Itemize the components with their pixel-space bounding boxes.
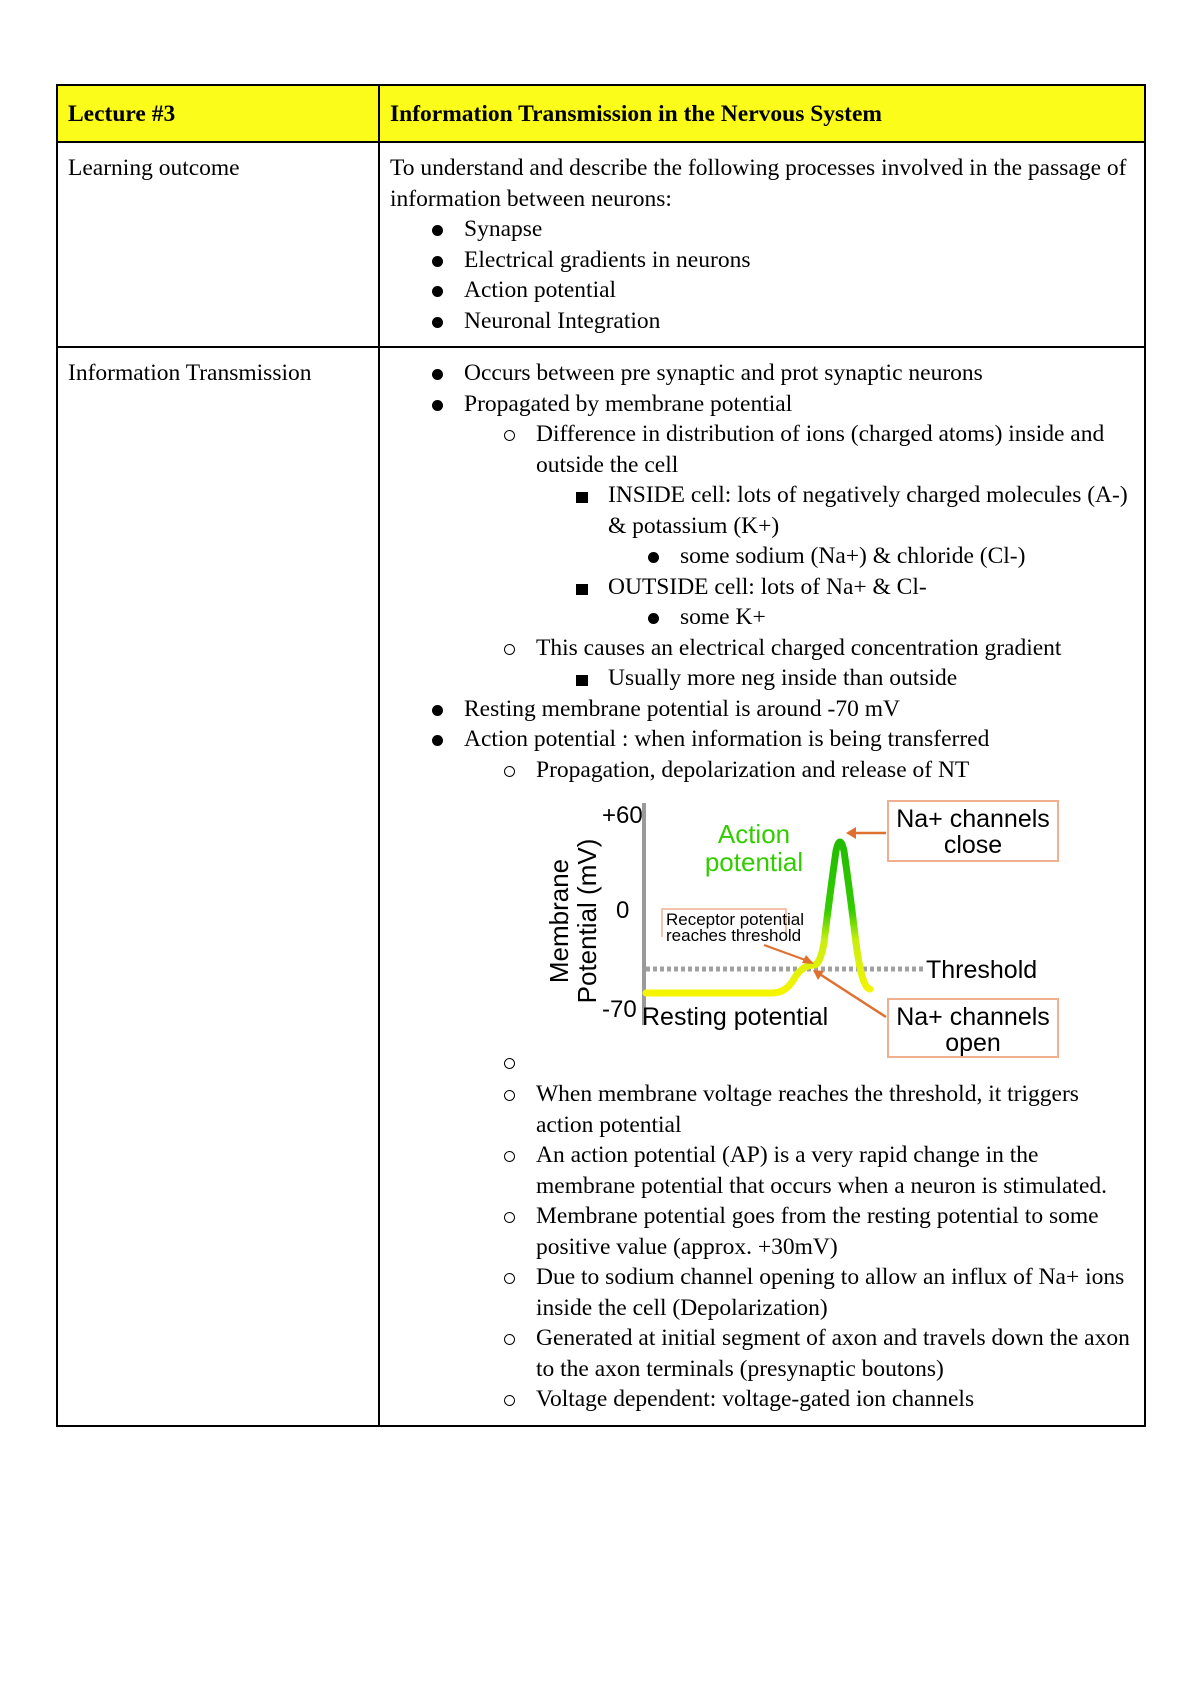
list-item: Resting membrane potential is around -70 mV xyxy=(390,694,1132,725)
square-bullet-icon xyxy=(576,675,588,686)
list-item: INSIDE cell: lots of negatively charged molecules (A-) & potassium (K+) xyxy=(390,480,1132,541)
list-item: Difference in distribution of ions (charged atoms) inside and outside the cell xyxy=(390,419,1132,480)
list-item: some K+ xyxy=(390,602,1132,633)
hollow-bullet-icon xyxy=(504,1273,515,1284)
information-transmission-row xyxy=(57,347,1145,1426)
bullet-icon xyxy=(432,286,443,297)
learning-outcome-label: Learning outcome xyxy=(57,142,379,347)
lecture-sheet xyxy=(56,84,1146,1427)
na-open-label-line1: Na+ channels xyxy=(896,1003,1050,1031)
threshold-label: Threshold xyxy=(926,956,1038,984)
receptor-arrow xyxy=(764,945,808,961)
lecture-title: Information Transmission in the Nervous System xyxy=(379,85,1145,142)
header-row xyxy=(57,85,1145,142)
hollow-bullet-icon xyxy=(504,1090,515,1101)
bullet-icon xyxy=(432,400,443,411)
list-item: Synapse xyxy=(390,214,1132,245)
list-item: Propagation, depolarization and release of NT xyxy=(390,755,1132,786)
action-label-line1: Action xyxy=(717,819,791,849)
na-close-label-line1: Na+ channels xyxy=(896,805,1050,833)
action-potential-figure xyxy=(390,785,1132,1079)
hollow-bullet-icon xyxy=(504,430,515,441)
lecture-number: Lecture #3 xyxy=(57,85,379,142)
information-transmission-content xyxy=(379,347,1145,1426)
hollow-bullet-icon xyxy=(504,1334,515,1345)
learning-outcome-intro: To understand and describe the following processes involved in the passage of information between neurons: xyxy=(390,155,1127,212)
na-close-label-line2: close xyxy=(943,831,1003,859)
bullet-icon xyxy=(432,369,443,380)
action-label-line2: potential xyxy=(704,847,804,877)
bullet-icon xyxy=(432,225,443,236)
learning-outcome-list xyxy=(390,214,1132,336)
bullet-icon xyxy=(432,705,443,716)
bullet-icon xyxy=(432,735,443,746)
na-open-label-line2: open xyxy=(945,1029,1001,1057)
list-item: Occurs between pre synaptic and prot synaptic neurons xyxy=(390,358,1132,389)
bullet-icon xyxy=(648,613,659,624)
resting-potential-label: Resting potential xyxy=(642,1003,829,1031)
y-axis-label-line1: Membrane xyxy=(544,858,574,984)
list-item: Generated at initial segment of axon and travels down the axon to the axon terminals (presynaptic boutons) xyxy=(390,1323,1132,1384)
learning-outcome-row xyxy=(57,142,1145,347)
list-item: Usually more neg inside than outside xyxy=(390,663,1132,694)
hollow-bullet-icon xyxy=(504,1212,515,1223)
information-transmission-label: Information Transmission xyxy=(57,347,379,1426)
receptor-label-line1: Receptor potential xyxy=(666,910,804,929)
square-bullet-icon xyxy=(576,492,588,503)
tick-label-low: -70 xyxy=(602,996,637,1023)
receptor-label-line2: reaches threshold xyxy=(666,926,802,945)
list-item: Propagated by membrane potential xyxy=(390,389,1132,420)
learning-outcome-content xyxy=(379,142,1145,347)
list-item: An action potential (AP) is a very rapid change in the membrane potential that occurs when a neuron is stimulated. xyxy=(390,1140,1132,1201)
list-item: Neuronal Integration xyxy=(390,306,1132,337)
receptor-arrowhead xyxy=(802,955,814,964)
list-item: Due to sodium channel opening to allow an influx of Na+ ions inside the cell (Depolarization) xyxy=(390,1262,1132,1323)
tick-label-zero: 0 xyxy=(616,897,630,924)
list-item: This causes an electrical charged concentration gradient xyxy=(390,633,1132,664)
bullet-icon xyxy=(648,552,659,563)
y-axis-label-line2: Potential (mV) xyxy=(572,838,602,1004)
list-item: some sodium (Na+) & chloride (Cl-) xyxy=(390,541,1132,572)
list-item: When membrane voltage reaches the threshold, it triggers action potential xyxy=(390,1079,1132,1140)
list-item: Action potential : when information is being transferred xyxy=(390,724,1132,755)
list-item: OUTSIDE cell: lots of Na+ & Cl- xyxy=(390,572,1132,603)
hollow-bullet-icon xyxy=(504,644,515,655)
bullet-icon xyxy=(432,256,443,267)
hollow-bullet-icon xyxy=(504,1395,515,1406)
na-close-arrowhead xyxy=(846,827,856,839)
hollow-bullet-icon xyxy=(504,1058,515,1069)
hollow-bullet-icon xyxy=(504,766,515,777)
list-item: Membrane potential goes from the resting potential to some positive value (approx. +30mV) xyxy=(390,1201,1132,1262)
list-item: Voltage dependent: voltage-gated ion channels xyxy=(390,1384,1132,1415)
list-item: Action potential xyxy=(390,275,1132,306)
hollow-bullet-icon xyxy=(504,1151,515,1162)
lecture-table xyxy=(56,84,1146,1427)
square-bullet-icon xyxy=(576,584,588,595)
action-potential-diagram xyxy=(524,793,1094,1073)
list-item: Electrical gradients in neurons xyxy=(390,245,1132,276)
tick-label-top: +60 xyxy=(602,802,643,829)
bullet-icon xyxy=(432,317,443,328)
